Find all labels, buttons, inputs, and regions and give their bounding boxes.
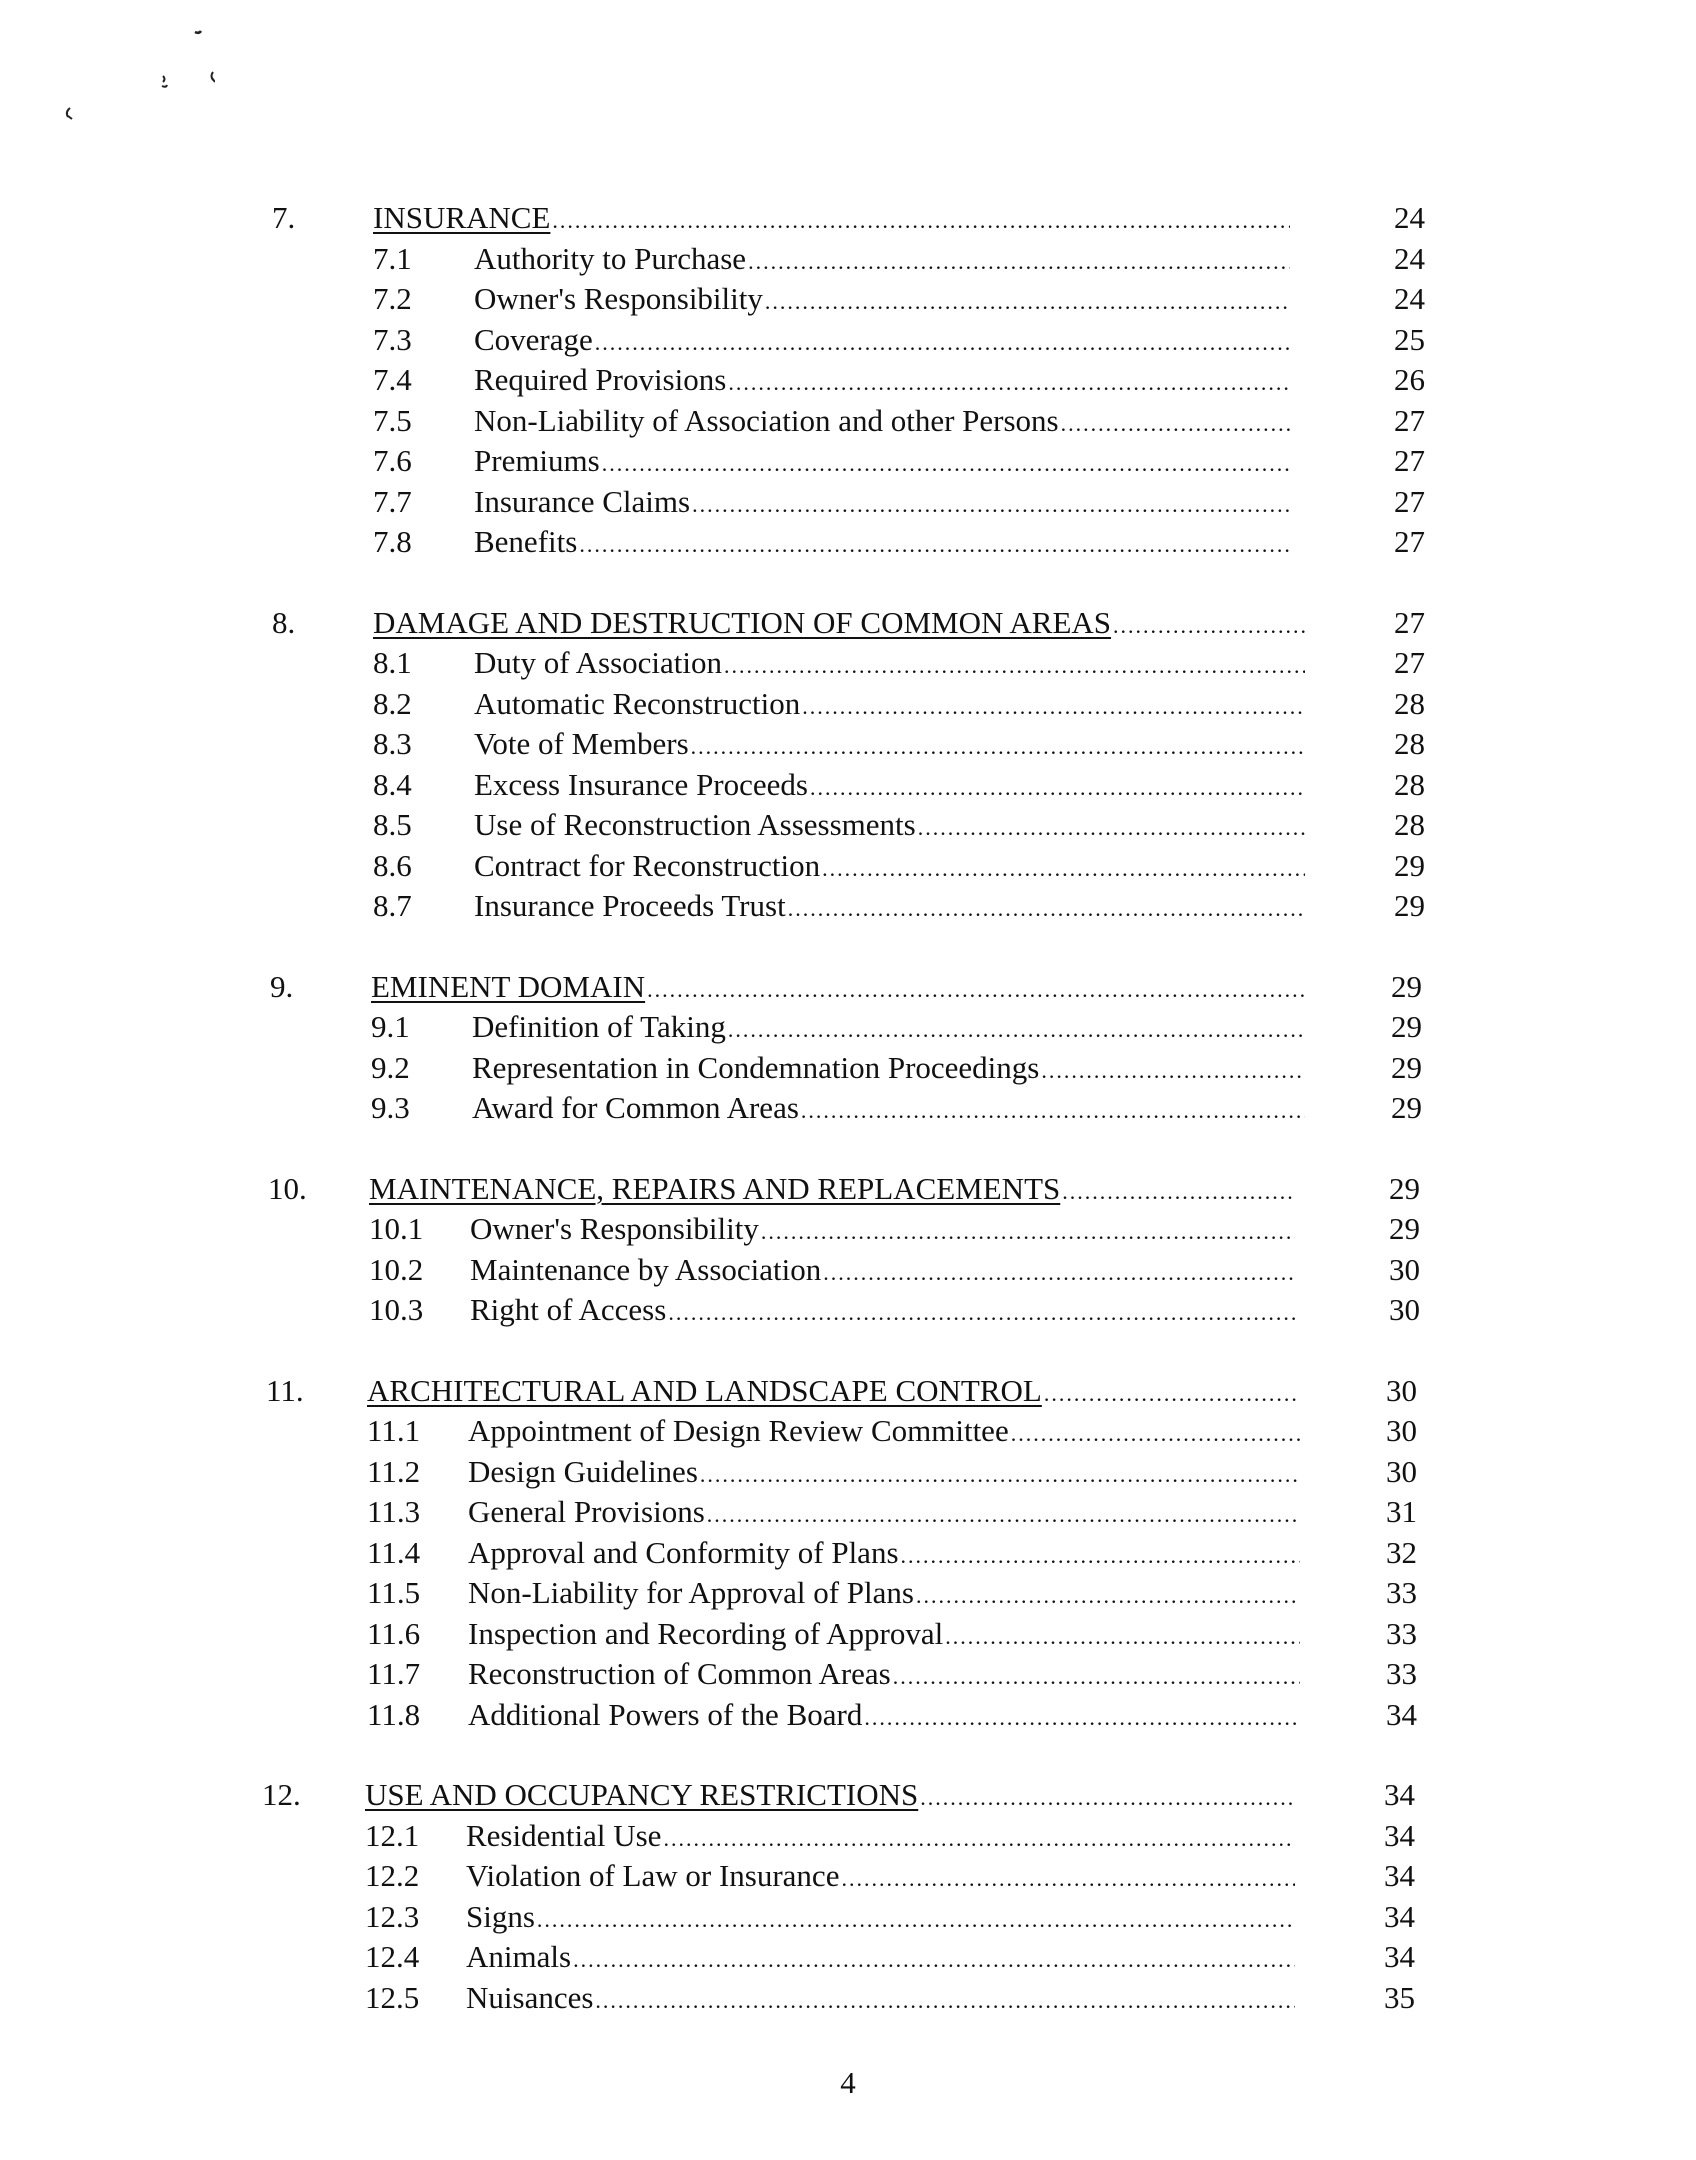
- dot-leader: [893, 1657, 1300, 1697]
- entry-page-number: 29: [1389, 1211, 1420, 1246]
- entry-number: 8.2: [373, 685, 412, 721]
- entry-page-number: 34: [1384, 1817, 1415, 1853]
- entry-title: Duty of Association: [474, 645, 722, 680]
- entry-title: Required Provisions: [474, 362, 727, 397]
- section-number: 7.: [272, 200, 296, 235]
- section-page-number: 27: [1394, 604, 1425, 640]
- entry-title: Animals: [466, 1939, 572, 1974]
- section-number: 12.: [262, 1777, 301, 1812]
- entry-title: Appointment of Design Review Committee: [468, 1413, 1009, 1448]
- dot-leader: [918, 808, 1305, 848]
- section-title: EMINENT DOMAIN: [371, 968, 646, 1004]
- dot-leader: [579, 525, 1290, 565]
- entry-number: 11.6: [367, 1615, 421, 1651]
- scan-specks: [55, 20, 215, 130]
- toc-entry: [0, 1533, 1696, 1574]
- dot-leader: [647, 970, 1305, 1010]
- entry-title: Coverage: [474, 321, 593, 357]
- entry-page-number: 28: [1394, 766, 1425, 802]
- toc-entry: [0, 765, 1696, 806]
- entry-page-number: 29: [1391, 1090, 1422, 1125]
- entry-page-number: 34: [1384, 1939, 1415, 1974]
- dot-leader: [728, 363, 1290, 403]
- entry-number: 11.2: [367, 1453, 421, 1489]
- toc-entry: [0, 482, 1696, 523]
- section-title: MAINTENANCE, REPAIRS AND REPLACEMENTS: [369, 1170, 1061, 1206]
- entry-page-number: 27: [1394, 524, 1425, 559]
- toc-section-heading: [0, 967, 1696, 1008]
- entry-number: 10.2: [369, 1251, 424, 1287]
- entry-number: 8.1: [373, 645, 412, 680]
- toc-entry: [0, 239, 1696, 280]
- entry-page-number: 29: [1394, 847, 1425, 883]
- dot-leader: [552, 201, 1290, 241]
- entry-page-number: 28: [1394, 807, 1425, 842]
- dot-leader: [668, 1293, 1295, 1333]
- toc-entry: [0, 1250, 1696, 1291]
- entry-page-number: 35: [1384, 1979, 1415, 2015]
- entry-number: 8.6: [373, 847, 412, 883]
- toc-entry: [0, 684, 1696, 725]
- entry-number: 11.3: [367, 1494, 421, 1529]
- section-number: 10.: [268, 1170, 307, 1206]
- toc-entry: [0, 1290, 1696, 1331]
- toc-entry: [0, 1048, 1696, 1089]
- dot-leader: [1044, 1374, 1300, 1414]
- entry-page-number: 29: [1394, 888, 1425, 923]
- dot-leader: [1113, 606, 1305, 646]
- entry-number: 11.7: [367, 1656, 421, 1691]
- dot-leader: [602, 444, 1290, 484]
- entry-page-number: 30: [1386, 1453, 1417, 1489]
- entry-number: 7.7: [373, 483, 412, 519]
- entry-page-number: 28: [1394, 726, 1425, 761]
- toc-section-heading: [0, 603, 1696, 644]
- section-page-number: 24: [1394, 200, 1425, 235]
- dot-leader: [901, 1536, 1300, 1576]
- toc-entry: [0, 1654, 1696, 1695]
- toc-section-heading: [0, 1371, 1696, 1412]
- entry-number: 9.1: [371, 1009, 410, 1044]
- dot-leader: [1041, 1051, 1305, 1091]
- toc-entry: [0, 441, 1696, 482]
- toc-entry: [0, 1007, 1696, 1048]
- dot-leader: [801, 1091, 1305, 1131]
- entry-page-number: 29: [1391, 1009, 1422, 1044]
- entry-number: 12.1: [365, 1817, 420, 1853]
- entry-title: Approval and Conformity of Plans: [468, 1534, 899, 1570]
- entry-title: Premiums: [474, 443, 600, 478]
- entry-number: 7.8: [373, 524, 412, 559]
- section-page-number: 29: [1389, 1170, 1420, 1206]
- entry-title: Design Guidelines: [468, 1453, 698, 1489]
- toc-entry: [0, 1816, 1696, 1857]
- entry-number: 7.2: [373, 281, 412, 316]
- entry-number: 8.3: [373, 726, 412, 761]
- toc-section-heading: [0, 1169, 1696, 1210]
- entry-page-number: 31: [1386, 1494, 1417, 1529]
- dot-leader: [823, 1253, 1295, 1293]
- section-number: 8.: [272, 604, 296, 640]
- entry-number: 11.1: [367, 1413, 421, 1448]
- entry-title: Additional Powers of the Board: [468, 1696, 863, 1732]
- toc-entry: [0, 1088, 1696, 1129]
- entry-page-number: 29: [1391, 1049, 1422, 1085]
- entry-number: 7.1: [373, 240, 412, 276]
- entry-title: Inspection and Recording of Approval: [468, 1615, 944, 1651]
- section-title: ARCHITECTURAL AND LANDSCAPE CONTROL: [367, 1372, 1042, 1408]
- toc-entry: [0, 522, 1696, 563]
- entry-number: 8.5: [373, 807, 412, 842]
- toc-entry: [0, 1856, 1696, 1897]
- entry-page-number: 30: [1389, 1251, 1420, 1287]
- entry-title: Excess Insurance Proceeds: [474, 766, 808, 802]
- dot-leader: [945, 1617, 1300, 1657]
- dot-leader: [920, 1778, 1295, 1818]
- entry-number: 12.5: [365, 1979, 420, 2015]
- toc-section: [0, 1775, 1696, 2018]
- entry-page-number: 27: [1394, 443, 1425, 478]
- dot-leader: [761, 1212, 1295, 1252]
- toc-entry: [0, 320, 1696, 361]
- entry-page-number: 28: [1394, 685, 1425, 721]
- entry-title: Non-Liability of Association and other Persons: [474, 402, 1059, 438]
- dot-leader: [728, 1010, 1305, 1050]
- entry-number: 11.5: [367, 1575, 421, 1610]
- section-page-number: 30: [1386, 1372, 1417, 1408]
- entry-number: 7.5: [373, 402, 412, 438]
- toc-section: [0, 603, 1696, 927]
- entry-title: Violation of Law or Insurance: [466, 1858, 840, 1893]
- section-title: INSURANCE: [373, 200, 551, 235]
- entry-title: Residential Use: [466, 1817, 662, 1853]
- entry-number: 12.3: [365, 1898, 420, 1934]
- entry-title: Vote of Members: [474, 726, 689, 761]
- entry-number: 7.4: [373, 362, 412, 397]
- entry-number: 9.2: [371, 1049, 410, 1085]
- entry-number: 9.3: [371, 1090, 410, 1125]
- toc-entry: [0, 1452, 1696, 1493]
- section-page-number: 34: [1384, 1777, 1415, 1812]
- entry-title: Definition of Taking: [472, 1009, 726, 1044]
- entry-page-number: 30: [1386, 1413, 1417, 1448]
- toc-section-heading: [0, 1775, 1696, 1816]
- dot-leader: [748, 242, 1290, 282]
- dot-leader: [1011, 1414, 1300, 1454]
- dot-leader: [700, 1455, 1300, 1495]
- toc-entry: [0, 1411, 1696, 1452]
- dot-leader: [724, 646, 1305, 686]
- entry-number: 11.4: [367, 1534, 421, 1570]
- dot-leader: [916, 1576, 1300, 1616]
- toc-entry: [0, 401, 1696, 442]
- toc-section: [0, 967, 1696, 1129]
- toc-entry: [0, 1897, 1696, 1938]
- table-of-contents: [0, 198, 1696, 2058]
- entry-page-number: 27: [1394, 483, 1425, 519]
- dot-leader: [822, 849, 1305, 889]
- toc-section-heading: [0, 198, 1696, 239]
- toc-entry: [0, 1695, 1696, 1736]
- toc-entry: [0, 1937, 1696, 1978]
- entry-title: Maintenance by Association: [470, 1251, 822, 1287]
- entry-title: Use of Reconstruction Assessments: [474, 807, 916, 842]
- section-number: 9.: [270, 968, 294, 1004]
- dot-leader: [663, 1819, 1295, 1859]
- dot-leader: [707, 1495, 1300, 1535]
- toc-section: [0, 1371, 1696, 1736]
- dot-leader: [841, 1859, 1295, 1899]
- toc-entry: [0, 1573, 1696, 1614]
- toc-entry: [0, 643, 1696, 684]
- toc-entry: [0, 1492, 1696, 1533]
- dot-leader: [864, 1698, 1300, 1738]
- entry-title: Reconstruction of Common Areas: [468, 1656, 891, 1691]
- entry-title: Owner's Responsibility: [474, 281, 763, 316]
- entry-title: Award for Common Areas: [472, 1090, 799, 1125]
- page-number: 4: [840, 2065, 856, 2100]
- entry-page-number: 33: [1386, 1656, 1417, 1691]
- section-page-number: 29: [1391, 968, 1422, 1004]
- entry-title: Representation in Condemnation Proceedings: [472, 1049, 1040, 1085]
- entry-page-number: 34: [1384, 1858, 1415, 1893]
- entry-number: 11.8: [367, 1696, 421, 1732]
- entry-number: 7.6: [373, 443, 412, 478]
- entry-page-number: 24: [1394, 240, 1425, 276]
- entry-page-number: 32: [1386, 1534, 1417, 1570]
- entry-number: 8.4: [373, 766, 412, 802]
- dot-leader: [692, 485, 1290, 525]
- toc-entry: [0, 1978, 1696, 2019]
- entry-page-number: 34: [1384, 1898, 1415, 1934]
- dot-leader: [1062, 1172, 1295, 1212]
- entry-title: General Provisions: [468, 1494, 705, 1529]
- dot-leader: [802, 687, 1305, 727]
- entry-page-number: 25: [1394, 321, 1425, 357]
- dot-leader: [788, 889, 1305, 929]
- entry-page-number: 33: [1386, 1615, 1417, 1651]
- dot-leader: [537, 1900, 1295, 1940]
- entry-title: Owner's Responsibility: [470, 1211, 759, 1246]
- toc-entry: [0, 1209, 1696, 1250]
- entry-page-number: 24: [1394, 281, 1425, 316]
- entry-page-number: 33: [1386, 1575, 1417, 1610]
- toc-section: [0, 198, 1696, 563]
- entry-page-number: 30: [1389, 1292, 1420, 1327]
- entry-title: Automatic Reconstruction: [474, 685, 801, 721]
- toc-entry: [0, 805, 1696, 846]
- toc-entry: [0, 360, 1696, 401]
- entry-title: Benefits: [474, 524, 578, 559]
- dot-leader: [573, 1940, 1295, 1980]
- entry-number: 12.4: [365, 1939, 420, 1974]
- toc-entry: [0, 886, 1696, 927]
- entry-number: 10.1: [369, 1211, 424, 1246]
- entry-number: 7.3: [373, 321, 412, 357]
- entry-title: Non-Liability for Approval of Plans: [468, 1575, 914, 1610]
- entry-number: 8.7: [373, 888, 412, 923]
- dot-leader: [1061, 404, 1290, 444]
- entry-page-number: 26: [1394, 362, 1425, 397]
- section-title: DAMAGE AND DESTRUCTION OF COMMON AREAS: [373, 604, 1112, 640]
- dot-leader: [810, 768, 1305, 808]
- entry-title: Authority to Purchase: [474, 240, 747, 276]
- section-number: 11.: [266, 1372, 304, 1408]
- entry-title: Insurance Claims: [474, 483, 691, 519]
- entry-title: Nuisances: [466, 1979, 594, 2015]
- entry-number: 10.3: [369, 1292, 424, 1327]
- dot-leader: [595, 1981, 1295, 2021]
- entry-title: Contract for Reconstruction: [474, 847, 821, 883]
- entry-page-number: 34: [1386, 1696, 1417, 1732]
- dot-leader: [691, 727, 1305, 767]
- dot-leader: [595, 323, 1290, 363]
- toc-entry: [0, 1614, 1696, 1655]
- entry-title: Right of Access: [470, 1292, 667, 1327]
- toc-entry: [0, 279, 1696, 320]
- entry-title: Signs: [466, 1898, 535, 1934]
- dot-leader: [765, 282, 1290, 322]
- section-title: USE AND OCCUPANCY RESTRICTIONS: [365, 1777, 919, 1812]
- entry-page-number: 27: [1394, 402, 1425, 438]
- entry-title: Insurance Proceeds Trust: [474, 888, 786, 923]
- toc-section: [0, 1169, 1696, 1331]
- entry-number: 12.2: [365, 1858, 420, 1893]
- toc-entry: [0, 846, 1696, 887]
- toc-entry: [0, 724, 1696, 765]
- entry-page-number: 27: [1394, 645, 1425, 680]
